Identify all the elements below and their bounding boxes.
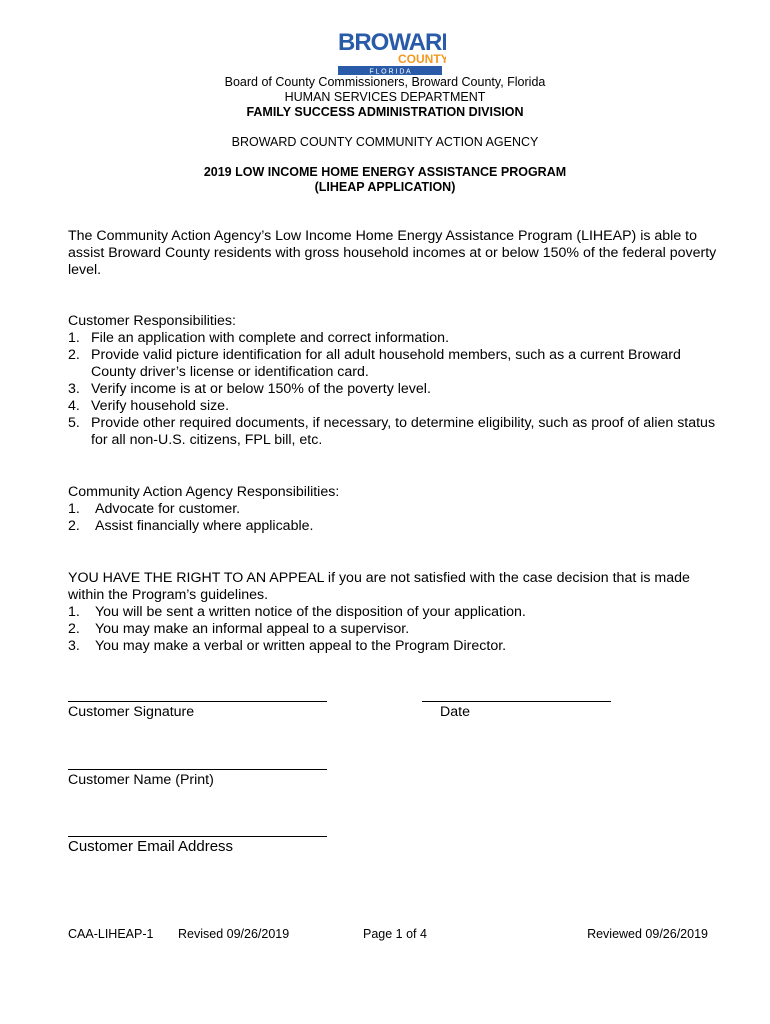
list-text: Provide other required documents, if necessary, to determine eligibility, such as proof of alien status for all non-U.S. citizens, FPL bill, etc. <box>91 415 716 448</box>
list-item <box>68 501 718 518</box>
customer-signature-line[interactable] <box>68 701 327 702</box>
list-item <box>68 604 718 621</box>
list-text: You will be sent a written notice of the disposition of your application. <box>95 604 526 620</box>
header-line-board: Board of County Commissioners, Broward County, Florida <box>224 75 546 89</box>
customer-email-line[interactable] <box>68 836 327 837</box>
appeal-lead: YOU HAVE THE RIGHT TO AN APPEAL if you are not satisfied with the case decision that is made within the Program’s guidelines. <box>68 570 690 603</box>
list-number: 2. <box>68 621 80 637</box>
logo-name-text: BROWARD <box>338 29 446 56</box>
footer-page-number: Page 1 of 4 <box>363 927 427 941</box>
footer-form-id: CAA-LIHEAP-1 <box>68 927 154 941</box>
customer-responsibilities-title: Customer Responsibilities: <box>68 313 236 329</box>
logo-graphic <box>336 26 446 76</box>
date-line[interactable] <box>422 701 611 702</box>
list-number: 2. <box>68 347 80 363</box>
program-title: 2019 LOW INCOME HOME ENERGY ASSISTANCE PROGRAM <box>203 165 567 179</box>
list-item <box>68 415 718 449</box>
list-item <box>68 381 718 398</box>
header-agency: BROWARD COUNTY COMMUNITY ACTION AGENCY <box>231 135 539 149</box>
list-text: You may make a verbal or written appeal to the Program Director. <box>95 638 507 654</box>
customer-responsibilities-list <box>68 330 718 449</box>
list-number: 1. <box>68 330 80 346</box>
list-number: 3. <box>68 381 80 397</box>
program-subtitle: (LIHEAP APPLICATION) <box>314 180 456 194</box>
header-line-division: FAMILY SUCCESS ADMINISTRATION DIVISION <box>246 105 524 119</box>
list-text: File an application with complete and correct information. <box>91 330 450 346</box>
list-item <box>68 518 718 535</box>
list-item <box>68 621 718 638</box>
appeal-list <box>68 604 718 655</box>
list-item <box>68 347 718 381</box>
list-number: 1. <box>68 501 80 517</box>
agency-responsibilities-list <box>68 501 718 535</box>
list-text: Assist financially where applicable. <box>95 518 314 534</box>
agency-responsibilities <box>68 484 718 535</box>
header-line-department: HUMAN SERVICES DEPARTMENT <box>284 90 486 104</box>
list-item <box>68 638 718 655</box>
list-number: 5. <box>68 415 80 431</box>
list-item <box>68 330 718 347</box>
customer-email-label: Customer Email Address <box>68 838 234 855</box>
list-number: 4. <box>68 398 80 414</box>
intro-paragraph <box>68 228 718 279</box>
agency-responsibilities-title: Community Action Agency Responsibilities: <box>68 484 340 500</box>
date-label: Date <box>440 704 470 720</box>
customer-signature-label: Customer Signature <box>68 704 195 720</box>
logo-state-text: F L O R I D A <box>369 68 411 76</box>
list-text: Provide valid picture identification for all adult household members, such as a current Broward County driver’s license or identification card. <box>91 347 681 380</box>
broward-county-logo <box>336 26 446 76</box>
logo-county-text: COUNTY <box>398 52 446 66</box>
list-number: 3. <box>68 638 80 654</box>
list-text: Verify income is at or below 150% of the poverty level. <box>91 381 431 397</box>
list-text: Advocate for customer. <box>95 501 241 517</box>
list-text: Verify household size. <box>91 398 230 414</box>
customer-name-label: Customer Name (Print) <box>68 772 214 788</box>
appeal-section <box>68 570 718 655</box>
list-text: You may make an informal appeal to a supervisor. <box>95 621 410 637</box>
footer-revised: Revised 09/26/2019 <box>178 927 290 941</box>
customer-name-line[interactable] <box>68 769 327 770</box>
list-number: 1. <box>68 604 80 620</box>
list-number: 2. <box>68 518 80 534</box>
intro-text: The Community Action Agency’s Low Income Home Energy Assistance Program (LIHEAP) is able to assist Broward County residents with gross household incomes at or below 150% of the federal poverty level. <box>68 228 717 278</box>
customer-responsibilities <box>68 313 718 449</box>
list-item <box>68 398 718 415</box>
footer-reviewed: Reviewed 09/26/2019 <box>587 927 708 941</box>
